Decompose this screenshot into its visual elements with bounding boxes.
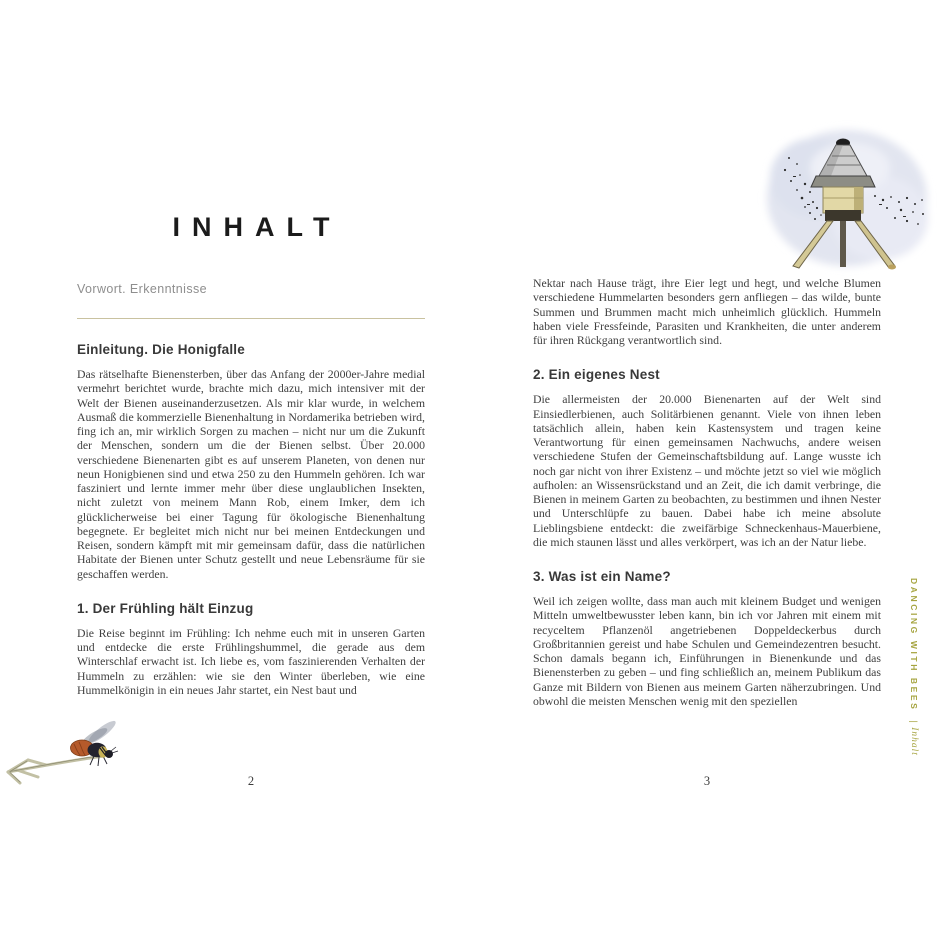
chapter-name-spine: Inhalt <box>909 727 919 756</box>
section-body-chapter3: Weil ich zeigen wollte, dass man auch mit kleinem Budget und wenigen Mitteln umweltbewusster leben kann, bin ich vor Jahren mit einem mit recyceltem Pflanzenöl angetriebenen Doppeldeckerbus durch Großbritannien gereist und habe Schulen und Gemeindezentren besucht. Schon damals begann ich, Einführungen in Bienenkunde und das Bienensterben zu geben – und fing schließlich an, meinem Publikum das Ganze mit Bildern von Bienen aus meinem Garten näherzubringen. Und obwohl die meisten Menschen wenig mit den speziellen <box>533 594 881 708</box>
right-page-content <box>533 276 881 712</box>
page-number-right: 3 <box>703 774 711 788</box>
running-header-vertical <box>905 578 923 798</box>
page-number-left: 2 <box>247 774 255 788</box>
section-heading-chapter1: 1. Der Frühling hält Einzug <box>77 600 254 616</box>
section-body-chapter2: Die allermeisten der 20.000 Bienenarten auf der Welt sind Einsiedlerbienen, auch Solitärbienen genannt. Viele von ihnen leben tatsächlich allein, haben kein Kastensystem und tragen keine Verantwortung für einen gemeinsamen Nachwuchs, andere weisen verschiedene Stufen der Gemeinschaftsbildung auf. Lange wusste ich noch gar nicht von ihrer Existenz – und möchte jetzt so viel wie möglich aufholen: an Wissensrückstand und an Zeit, die ich damit verbringe, die Bienen in meinem Garten zu beobachten, zu bestimmen und ihnen Nester und Unterschlüpfe zu bauen. Dabei habe ich meine absolute Lieblingsbiene entdeckt: die zweifärbige Schneckenhaus-Mauerbiene, die mich staunen lässt und alles verkörpert, was ich an der Natur liebe. <box>533 392 881 549</box>
left-page-content <box>77 342 425 701</box>
beehive-skep-illustration <box>755 118 937 278</box>
page-title: INHALT <box>172 212 342 243</box>
book-title-spine: DANCING WITH BEES <box>909 578 919 712</box>
section-heading-chapter2: 2. Ein eigenes Nest <box>533 367 660 383</box>
horizontal-divider <box>77 318 425 319</box>
section-body-einleitung: Das rätselhafte Bienensterben, über das Anfang der 2000er-Jahre medial vermehrt berichtet wurde, brachte mich dazu, mich intensiver mit der Welt der Bienen auseinanderzusetzen. Als mir klar wurde, in welchem Ausmaß die kommerzielle Bienenhaltung in Nordamerika betrieben wird, fing ich an, mir wirklich Sorgen zu machen – nicht nur um die Zukunft der Menschen, sondern um die der Bienen selbst. Über 20.000 verschiedene Bienenarten gibt es auf unserem Planeten, von denen nur neun Honigbienen sind und etwa 250 zu den Hummeln gehören. Ich war fasziniert und lernte immer mehr über diese unglaublichen Insekten, nicht zuletzt von meinem Mann Rob, einem Imker, dem ich glücklicherweise bei einer Tagung für ökologische Bienenhaltung begegnete. Er begleitet mich nicht nur bei meinen Entdeckungen und Reisen, sondern kämpft mit mir gemeinsam dafür, dass die natürlichen Habitate der Bienen unter Schutz gestellt und neue Lebensräume für sie geschaffen werden. <box>77 367 425 581</box>
spine-divider: | <box>909 717 919 726</box>
section-heading-einleitung: Einleitung. Die Honigfalle <box>77 342 245 357</box>
bee-on-twig-illustration <box>2 710 140 798</box>
section-body-chapter1: Die Reise beginnt im Frühling: Ich nehme euch mit in unseren Garten und entdecke die erste Frühlingshummel, die gerade aus dem Winterschlaf erwacht ist. Ich liebe es, vom faszinierenden Verhalten der Hummeln zu erzählen: wie sie den Winter überleben, wie eine Hummelkönigin in ein neues Jahr startet, ein Nest baut und <box>77 625 425 697</box>
continuation-body-chapter1: Nektar nach Hause trägt, ihre Eier legt und hegt, und welche Blumen verschiedene Hummelarten besonders gern anfliegen – das wilde, bunte Summen und Brummen macht mich unheimlich glücklich. Hummeln haben viele Fressfeinde, Parasiten und Krankheiten, die unter anderem für ihren Rückgang verantwortlich sind. <box>533 276 881 347</box>
section-heading-chapter3: 3. Was ist ein Name? <box>533 569 671 584</box>
toc-preface-entry: Vorwort. Erkenntnisse <box>77 282 207 296</box>
